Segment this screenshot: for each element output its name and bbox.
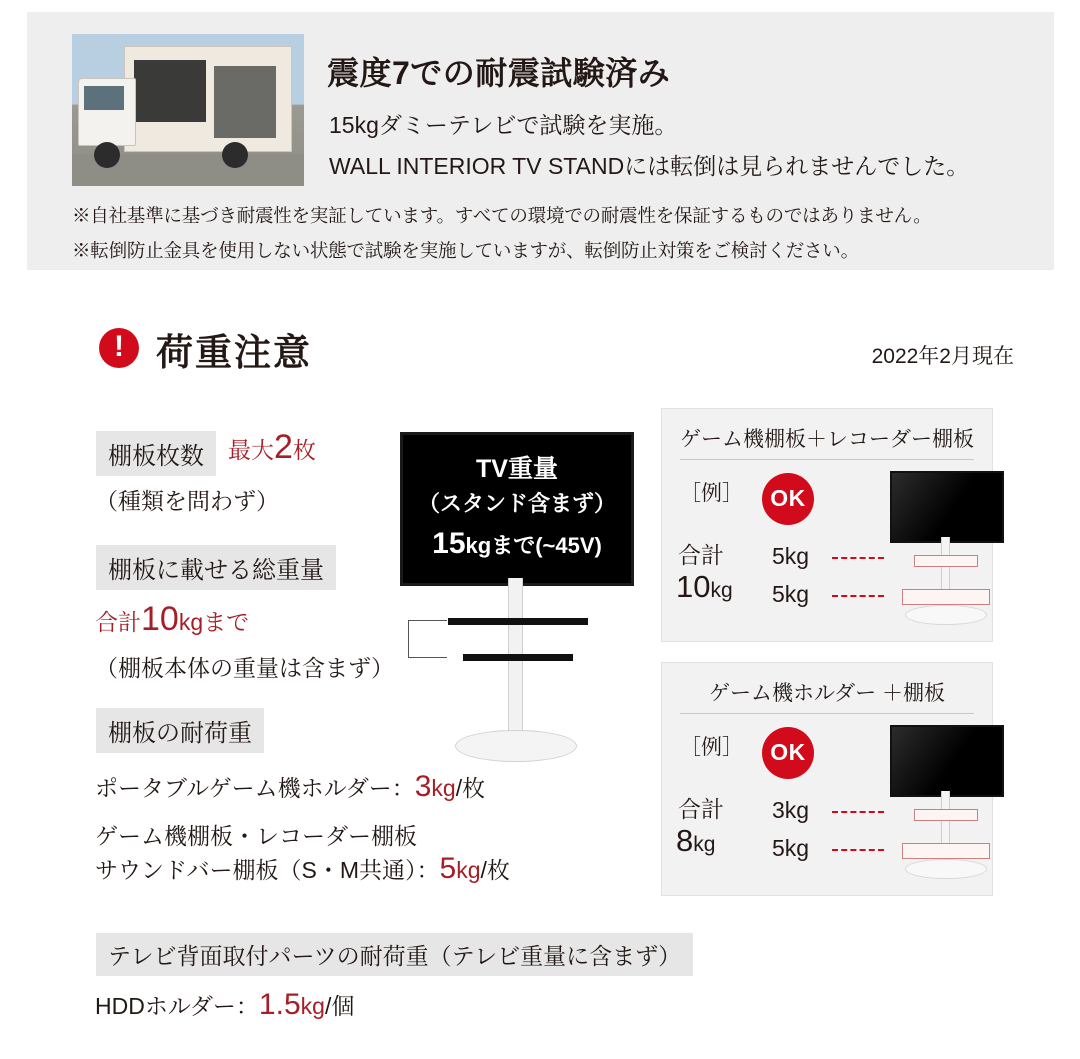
shelf-count-number: 2 xyxy=(274,428,293,466)
card-1-title: ゲーム機棚板＋レコーダー棚板 xyxy=(680,428,974,451)
page-title: 荷重注意 xyxy=(156,332,312,373)
stand-base xyxy=(455,730,577,762)
card-2-total-label: 合計 xyxy=(678,796,724,822)
earthquake-test-banner xyxy=(27,12,1054,270)
shelf-load-tag: 棚板の耐荷重 xyxy=(96,708,264,753)
load-line-portable-holder xyxy=(95,770,485,804)
tv-weight-value xyxy=(403,527,631,561)
load-line1-unit: kg xyxy=(431,775,456,801)
stand-shelf-lower xyxy=(463,654,573,661)
tv-weight-unit: kg xyxy=(465,533,492,558)
card-2-total-value xyxy=(676,823,715,859)
shelf-leader-bracket xyxy=(408,620,447,658)
stand-pole xyxy=(508,578,523,746)
tv-weight-title: TV重量 xyxy=(476,455,558,483)
card-1-total-label: 合計 xyxy=(678,542,724,568)
as-of-date: 2022年2月現在 xyxy=(871,345,1014,368)
tv-weight-subtitle: （スタンド含まず） xyxy=(417,491,616,516)
banner-description-line-2: WALL INTERIOR TV STANDには転倒は見られませんでした。 xyxy=(329,153,970,179)
truck-wheel-rear xyxy=(222,142,248,168)
truck-wheel-front xyxy=(94,142,120,168)
card-1-mini-tv xyxy=(890,471,1004,543)
banner-description-line-1: 15kgダミーテレビで試験を実施。 xyxy=(329,112,678,138)
truck-door-right xyxy=(212,64,278,140)
card-1-total-value xyxy=(676,569,733,605)
load-line1-per: /枚 xyxy=(455,775,486,801)
hdd-unit: kg xyxy=(300,993,325,1019)
card-2-title: ゲーム機ホルダー ＋棚板 xyxy=(709,682,945,705)
shelf-count-suffix: 枚 xyxy=(292,437,316,463)
truck-window xyxy=(84,86,124,110)
hdd-label: HDDホルダー： xyxy=(95,993,259,1019)
load-line1-value: 3 xyxy=(414,770,432,803)
tv-weight-rest: まで(~45V) xyxy=(491,533,602,558)
card-1-mini-shelf-upper xyxy=(914,555,978,567)
load-line3-per: /枚 xyxy=(480,857,510,883)
card-1-example-label: ［例］ xyxy=(680,482,743,505)
shelf-count-prefix: 最大 xyxy=(228,437,274,463)
truck-door-left xyxy=(132,58,208,124)
banner-disclaimer-2: ※転倒防止金具を使用しない状態で試験を実施していますが、転倒防止対策をご検討ください。 xyxy=(72,240,859,261)
shelf-count-note: （種類を問わず） xyxy=(95,488,279,514)
tv-weight-illustration xyxy=(400,432,634,586)
card-2-example-label: ［例］ xyxy=(680,736,743,759)
card-2-mini-tv-screen xyxy=(892,727,1002,795)
back-parts-tag: テレビ背面取付パーツの耐荷重（テレビ重量に含まず） xyxy=(96,933,693,976)
card-2-mini-base xyxy=(905,859,987,879)
warning-exclamation-icon: ! xyxy=(99,328,139,368)
example-card-game-recorder xyxy=(661,408,993,642)
card-1-mini-shelf-lower xyxy=(902,589,990,605)
total-weight-tag: 棚板に載せる総重量 xyxy=(96,545,336,590)
shelf-count-value xyxy=(228,428,316,467)
card-1-divider xyxy=(680,459,974,460)
card-1-ok-badge: OK xyxy=(762,473,814,525)
load-line1-label: ポータブルゲーム機ホルダー： xyxy=(95,775,415,801)
stand-shelf-upper xyxy=(448,618,588,625)
card-2-upper-weight: 3kg xyxy=(772,797,810,823)
card-1-dash-upper xyxy=(832,557,884,559)
card-1-lower-weight: 5kg xyxy=(772,581,810,607)
total-weight-note: （棚板本体の重量は含まず） xyxy=(95,655,394,681)
load-line-soundbar xyxy=(95,852,510,886)
card-2-mini-shelf-lower xyxy=(902,843,990,859)
card-2-total-unit: kg xyxy=(693,833,716,856)
total-weight-value xyxy=(95,600,249,639)
total-weight-unit: kg xyxy=(178,609,204,635)
example-card-holder-shelf xyxy=(661,662,993,896)
card-2-lower-weight: 5kg xyxy=(772,835,810,861)
hdd-per: /個 xyxy=(324,993,355,1019)
card-2-mini-shelf-upper xyxy=(914,809,978,821)
card-1-mini-base xyxy=(905,605,987,625)
card-1-mini-tv-screen xyxy=(892,473,1002,541)
total-weight-number: 10 xyxy=(141,600,179,638)
total-weight-suffix: まで xyxy=(203,609,250,635)
card-2-divider xyxy=(680,713,974,714)
card-1-total-unit: kg xyxy=(710,579,733,602)
hdd-value: 1.5 xyxy=(258,988,301,1021)
load-line3-value: 5 xyxy=(439,852,457,885)
hdd-holder-load-line xyxy=(95,988,354,1022)
banner-title: 震度7での耐震試験済み xyxy=(327,55,671,91)
card-2-dash-lower xyxy=(832,849,884,851)
banner-disclaimer-1: ※自社基準に基づき耐震性を実証しています。すべての環境での耐震性を保証するものではありません。 xyxy=(72,205,932,226)
shelf-count-tag: 棚板枚数 xyxy=(96,431,216,476)
card-2-total-number: 8 xyxy=(676,823,694,858)
card-1-dash-lower xyxy=(832,595,884,597)
tv-weight-number: 15 xyxy=(432,527,466,560)
card-2-ok-badge: OK xyxy=(762,727,814,779)
total-weight-prefix: 合計 xyxy=(95,609,141,635)
load-line3-unit: kg xyxy=(456,857,481,883)
card-1-upper-weight: 5kg xyxy=(772,543,810,569)
load-line3-label: サウンドバー棚板（S・M共通）： xyxy=(95,857,440,883)
earthquake-test-photo xyxy=(72,34,304,186)
card-2-dash-upper xyxy=(832,811,884,813)
card-1-total-number: 10 xyxy=(676,569,711,604)
load-line-game-recorder: ゲーム機棚板・レコーダー棚板 xyxy=(95,823,417,849)
card-2-mini-tv xyxy=(890,725,1004,797)
